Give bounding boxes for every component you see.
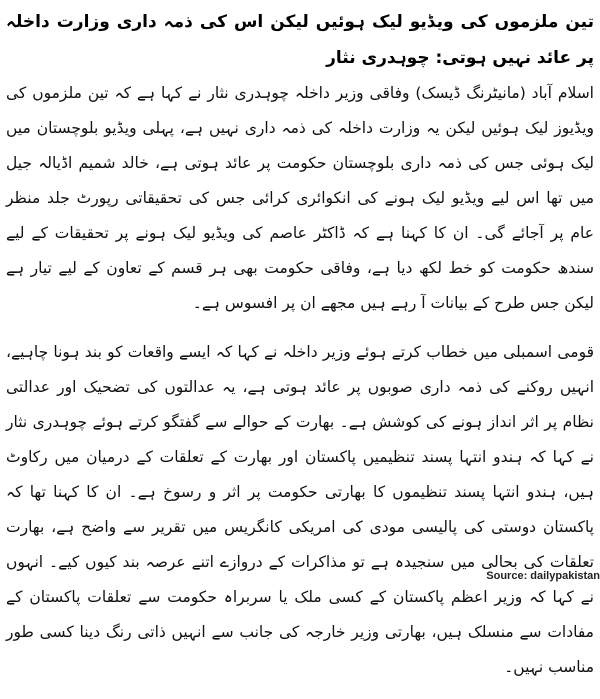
article-paragraph: قومی اسمبلی میں خطاب کرتے ہوئے وزیر داخلہ نے کہا کہ ایسے واقعات کو بند ہونا چاہیے، انہیں روکنے کی ذمہ داری صوبوں پر عائد ہوتی ہے، یہ عدالتوں کی تضحیک اور عدالتی نظام پر اثر انداز ہونے کی کوشش ہے۔ بھارت کے حوالے سے گفتگو کرتے ہوئے چوہدری نثار نے کہا کہ ہندو انتہا پسند تنظیمیں پاکستان اور بھارت کے تعلقات کے درمیان میں رکاوٹ ہیں، ہندو انتہا پسند تنظیموں کا بھارتی حکومت پر اثر و رسوخ ہے۔ ان کا کہنا تھا کہ پاکستان دوستی کی پالیسی مودی کی امریکی کانگریس میں تقریر سے واضح ہے، بھارت تعلقات کی بحالی میں سنجیدہ ہے تو مذاکرات کے دروازے اتنے عرصہ بند کیوں کیے۔ انہوں نے کہا کہ وزیر اعظم پاکستان کے کسی ملک یا سربراہ حکومت سے تعلقات پاکستان کے مفادات سے منسلک ہیں، بھارتی وزیر خارجہ کی جانب سے انہیں ذاتی رنگ دینا کسی طور مناسب نہیں۔ — [6, 343, 594, 676]
source-credit: Source: dailypakistan — [486, 570, 600, 582]
article-headline: تین ملزموں کی ویڈیو لیک ہوئیں لیکن اس کی ذمہ داری وزارت داخلہ پر عائد نہیں ہوتی: چوہدری نثار — [6, 12, 594, 68]
article — [6, 0, 594, 699]
article-paragraph: اسلام آباد (مانیٹرنگ ڈیسک) وفاقی وزیر داخلہ چوہدری نثار نے کہا ہے کہ تین ملزموں کی ویڈیوز لیک ہوئیں لیکن یہ وزارت داخلہ کی ذمہ داری نہیں ہے، پہلی ویڈیو بلوچستان میں لیک ہوئی جس کی ذمہ داری بلوچستان حکومت پر عائد ہوتی ہے، خالد شمیم اڈیالہ جیل میں تھا اس لیے ویڈیو لیک ہونے کی انکوائری کرائی جس کی تحقیقاتی رپورٹ جلد منظر عام پر آجائے گی۔ ان کا کہنا ہے کہ ڈاکٹر عاصم کی ویڈیو لیک ہونے پر تحقیقات کے لیے سندھ حکومت کو خط لکھ دیا ہے، وفاقی حکومت بھی ہر قسم کے تعاون کے لیے تیار ہے لیکن جس طرح کے بیانات آ رہے ہیں مجھے ان پر افسوس ہے۔ — [6, 84, 594, 312]
